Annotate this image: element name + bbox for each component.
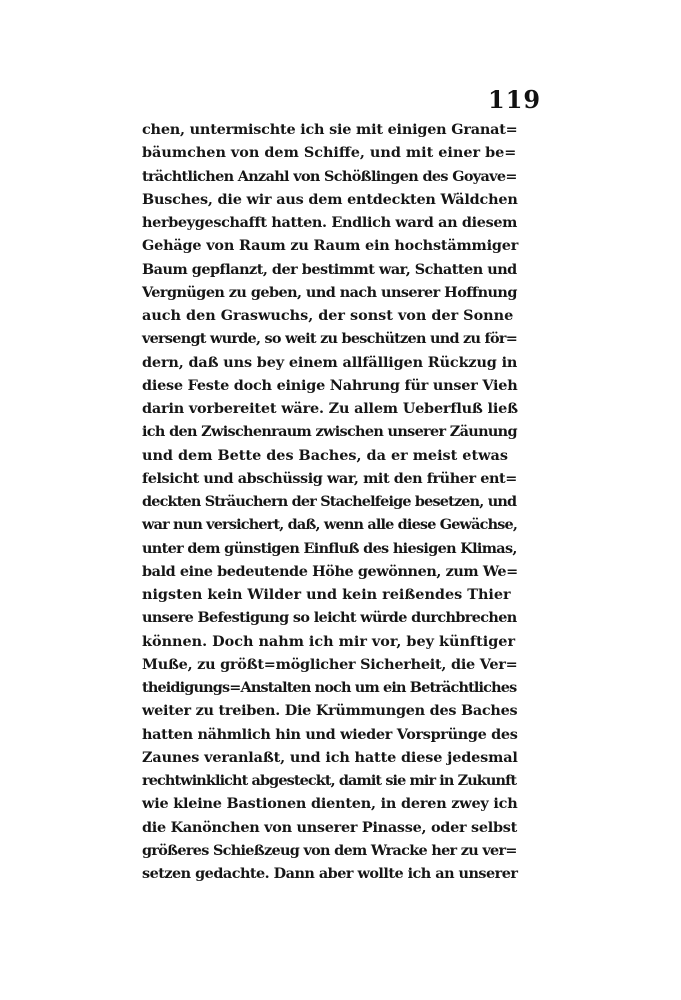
text-line: versengt wurde, so weit zu beschützen und zu för= — [142, 330, 518, 348]
text-line: chen, untermischte ich sie mit einigen Granat= — [142, 121, 518, 138]
text-line: Vergnügen zu geben, und nach unserer Hoffnung — [142, 283, 517, 301]
text-line: größeres Schießzeug von dem Wracke her zu ver= — [142, 841, 517, 859]
text-line: unter dem günstigen Einfluß des hiesigen Klimas, — [142, 539, 517, 557]
text-line: und dem Bette des Baches, da er meist etwas — [142, 446, 508, 464]
text-line: felsicht und abschüssig war, mit den früher ent= — [142, 469, 517, 487]
text-line: Busches, die wir aus dem entdeckten Wäldchen — [142, 190, 518, 208]
text-line: Baum gepflanzt, der bestimmt war, Schatten und — [142, 260, 517, 278]
text-line: auch den Graswuchs, der sonst von der Sonne — [142, 307, 514, 324]
text-line: dern, daß uns bey einem allfälligen Rückzug in — [142, 353, 518, 371]
text-line: die Kanönchen von unserer Pinasse, oder selbst — [142, 818, 517, 836]
text-line: rechtwinklicht abgesteckt, damit sie mir in Zukunft — [142, 772, 517, 789]
text-line: können. Doch nahm ich mir vor, bey künftiger — [142, 632, 516, 650]
text-line: bäumchen von dem Schiffe, und mit einer be= — [142, 144, 517, 162]
text-line: setzen gedachte. Dann aber wollte ich an unserer — [142, 865, 518, 882]
text-line: Zaunes veranlaßt, und ich hatte diese jedesmal — [142, 748, 518, 766]
text-line: herbeygeschafft hatten. Endlich ward an diesem — [142, 214, 518, 231]
text-line: hatten nähmlich hin und wieder Vorsprünge des — [142, 725, 518, 743]
text-line: diese Feste doch einige Nahrung für unser Vieh — [142, 376, 518, 394]
page-number: 119 — [488, 85, 542, 114]
text-line: wie kleine Bastionen dienten, in deren zwey ich — [142, 795, 518, 813]
text-line: Muße, zu größt=möglicher Sicherheit, die Ver= — [142, 655, 518, 673]
body-text — [142, 118, 520, 885]
text-line: deckten Sträuchern der Stachelfeige besetzen, und — [142, 493, 517, 510]
text-line: war nun versichert, daß, wenn alle diese Gewächse, — [142, 516, 518, 534]
text-line: nigsten kein Wilder und kein reißendes Thier — [142, 586, 511, 603]
text-line: trächtlichen Anzahl von Schößlingen des Goyave= — [142, 167, 517, 185]
text-line: unsere Befestigung so leicht würde durchbrechen — [142, 609, 517, 627]
text-line: theidigungs=Anstalten noch um ein Beträchtliches — [142, 679, 517, 696]
text-line: darin vorbereitet wäre. Zu allem Ueberfluß ließ — [142, 400, 518, 417]
text-line: Gehäge von Raum zu Raum ein hochstämmiger — [142, 237, 519, 255]
text-line: bald eine bedeutende Höhe gewönnen, zum We= — [142, 562, 518, 580]
text-line: ich den Zwischenraum zwischen unserer Zäunung — [142, 423, 517, 441]
text-line: weiter zu treiben. Die Krümmungen des Baches — [142, 702, 518, 720]
